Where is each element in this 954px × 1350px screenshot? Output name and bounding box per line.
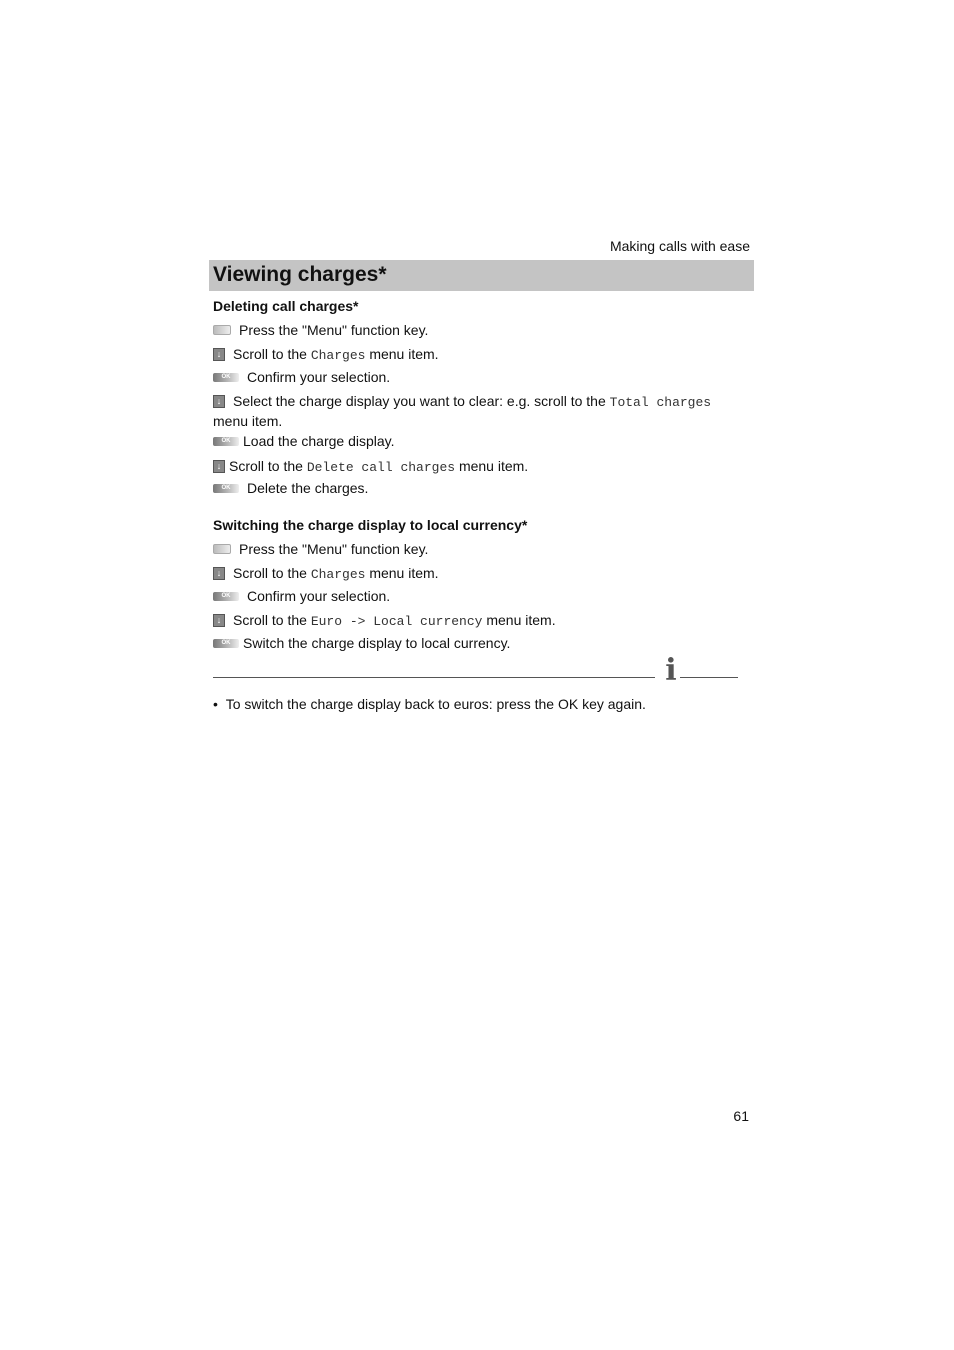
step <box>213 392 743 430</box>
menu-item-code: Charges <box>310 348 366 363</box>
step-text: Scroll to the <box>233 346 311 362</box>
step-text: Press the "Menu" function key. <box>239 541 429 557</box>
bullet: • <box>213 696 226 712</box>
menu-item-code: Delete call charges <box>306 460 456 475</box>
step-text: Delete the charges. <box>247 480 369 496</box>
info-icon: i <box>665 653 677 688</box>
step <box>213 634 743 652</box>
step <box>213 432 743 450</box>
step <box>213 457 743 477</box>
info-divider <box>680 677 738 678</box>
page-number: 61 <box>733 1108 749 1124</box>
page-title: Viewing charges* <box>213 263 387 286</box>
step-text: menu item. <box>365 565 439 581</box>
note-text: To switch the charge display back to euros: press the OK key again. <box>225 696 646 712</box>
step <box>213 345 743 365</box>
info-note <box>213 696 646 712</box>
step <box>213 479 743 497</box>
step-text: Scroll to the <box>229 458 307 474</box>
step <box>213 368 743 386</box>
running-head: Making calls with ease <box>609 238 750 254</box>
menu-key-icon <box>213 325 231 335</box>
step <box>213 540 743 558</box>
section-heading: Deleting call charges* <box>213 298 359 314</box>
step-text: Confirm your selection. <box>247 588 391 604</box>
step-text: Select the charge display you want to clear: e.g. scroll to the <box>233 393 610 409</box>
step-text: menu item. <box>482 612 556 628</box>
step <box>213 564 743 584</box>
ok-key-icon: OK <box>213 639 239 648</box>
menu-item-code: Charges <box>310 567 366 582</box>
step <box>213 321 743 339</box>
scroll-key-icon: ↓ <box>213 395 225 408</box>
step-text: menu item. <box>213 413 283 429</box>
section-heading: Switching the charge display to local currency* <box>213 517 528 533</box>
step-text: Scroll to the <box>233 565 311 581</box>
scroll-key-icon: ↓ <box>213 614 225 627</box>
menu-key-icon <box>213 544 231 554</box>
ok-key-icon: OK <box>213 484 239 493</box>
ok-key-icon: OK <box>213 373 239 382</box>
ok-key-icon: OK <box>213 437 239 446</box>
title-bar <box>209 260 754 291</box>
step-text: Scroll to the <box>233 612 311 628</box>
step-text: menu item. <box>455 458 529 474</box>
step <box>213 587 743 605</box>
scroll-key-icon: ↓ <box>213 567 225 580</box>
step-text: menu item. <box>365 346 439 362</box>
step-text: Load the charge display. <box>243 433 395 449</box>
menu-item-code: Euro -> Local currency <box>310 614 483 629</box>
step-text: Confirm your selection. <box>247 369 391 385</box>
menu-item-code: Total charges <box>609 395 712 410</box>
step <box>213 611 743 631</box>
scroll-key-icon: ↓ <box>213 460 225 473</box>
info-divider <box>213 677 655 678</box>
step-text: Press the "Menu" function key. <box>239 322 429 338</box>
step-text: Switch the charge display to local currency. <box>243 635 511 651</box>
ok-key-icon: OK <box>213 592 239 601</box>
scroll-key-icon: ↓ <box>213 348 225 361</box>
